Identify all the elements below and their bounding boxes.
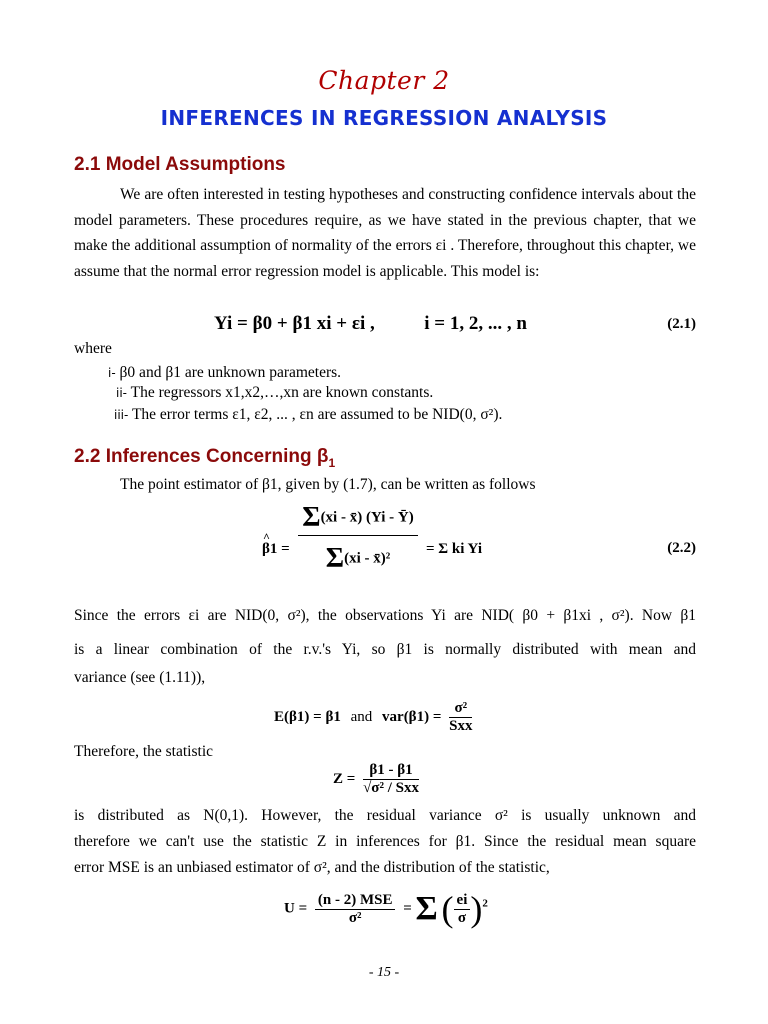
equation-2-2-rhs: = Σ ki Yi <box>426 541 483 557</box>
equation-2-2-numerator: Σ(xi - x̄) (Yi - Ȳ) <box>298 505 418 536</box>
assumption-text-3: The error terms ε1, ε2, ... , εn are assumed to be NID(0, σ²). <box>131 406 503 423</box>
paragraph-point-estimator: The point estimator of β1, given by (1.7), can be written as follows <box>120 476 536 493</box>
assumption-text-1: β0 and β1 are unknown parameters. <box>119 364 342 381</box>
equation-2-1-model: Yi = β0 + β1 xi + εi , <box>214 313 375 334</box>
section-2-2-subscript: 1 <box>328 455 336 470</box>
paragraph-errors-line-1: Since the errors εi are NID(0, σ²), the observations Yi are NID( β0 + β1xi , σ²). Now β1 <box>74 607 696 624</box>
equation-2-2-fraction <box>298 502 418 574</box>
equation-number-2-2: (2.2) <box>667 540 696 556</box>
equation-u-fraction: $\frac{\text{(n - 2) MSE}}{\text{σ²}}$ <box>315 892 396 927</box>
equation-2-2-lhs: ^ β1 = <box>262 541 290 558</box>
assumption-item-2 <box>116 384 433 402</box>
assumption-marker-3: iii- <box>114 408 129 422</box>
equation-and: and <box>350 708 373 725</box>
section-2-1-heading: 2.1 Model Assumptions <box>74 154 286 175</box>
paragraph-model-assumptions: We are often interested in testing hypotheses and constructing confidence intervals about the model parameters. These procedures require, as we have stated in the previous chapter, that we make the additional assumption of normality of the errors εi . Therefore, throughout this chapter, we assume that the normal error regression model is applicable. This model is: <box>74 186 696 280</box>
equation-number-2-1: (2.1) <box>667 316 696 332</box>
equation-mean: E(β1) = β1 <box>274 708 341 725</box>
where-label: where <box>74 340 112 357</box>
paragraph-distribution-line-1: is distributed as N(0,1). However, the residual variance σ² is usually unknown and <box>74 807 696 824</box>
equation-2-1-range: i = 1, 2, ... , n <box>424 313 527 334</box>
page-number: - 15 - <box>368 965 400 980</box>
chapter-heading: Chapter 2 <box>318 66 450 95</box>
equation-u-power: 2 <box>482 897 488 910</box>
equation-mean-variance <box>274 700 472 735</box>
equation-u-residual-fraction: $\frac{ei}{\sigma}$ <box>454 892 471 927</box>
assumption-item-1 <box>108 364 341 382</box>
assumption-marker-1: i- <box>108 366 116 380</box>
equation-z-fraction: $\frac{\beta 1 - \beta 1}{\text{√σ² / Sxx}}$ <box>363 762 419 796</box>
assumption-text-2: The regressors x1,x2,…,xn are known constants. <box>130 384 434 401</box>
equation-z-lhs: Z = <box>333 770 356 787</box>
equation-u: U = $\frac{\text{(n - 2) MSE}}{\text{σ²}}$ = Σ ( $\frac{ei}{\sigma}$ )$^2$ <box>284 889 488 929</box>
equation-variance-fraction: $\frac{\text{σ²}}{\text{Sxx}}$ <box>449 700 473 734</box>
sum-symbol: Σ <box>302 502 321 533</box>
equation-variance: var(β1) = <box>382 708 442 725</box>
therefore-line: Therefore, the statistic <box>74 743 214 760</box>
section-2-2-title: 2.2 Inferences Concerning β <box>74 446 329 467</box>
equation-z <box>333 762 419 797</box>
paragraph-distribution-line-3: error MSE is an unbiased estimator of σ², and the distribution of the statistic, <box>74 859 550 876</box>
sum-symbol: Σ <box>325 543 345 574</box>
equation-u-lhs: U = <box>284 900 308 917</box>
sum-symbol: Σ <box>415 890 438 927</box>
equation-2-2-denominator: Σ(xi - x̄)² <box>325 543 391 574</box>
assumption-marker-2: ii- <box>116 386 127 400</box>
equation-2-1 <box>214 313 527 335</box>
chapter-title: INFERENCES IN REGRESSION ANALYSIS <box>160 106 608 130</box>
assumption-item-3 <box>114 406 502 424</box>
section-2-2-heading <box>74 446 335 470</box>
paragraph-distribution-line-2: therefore we can't use the statistic Z in inferences for β1. Since the residual mean square <box>74 833 696 850</box>
paragraph-errors-line-3: variance (see (1.11)), <box>74 669 206 686</box>
paragraph-errors-line-2: is a linear combination of the r.v.'s Yi, so β1 is normally distributed with mean and <box>74 641 696 658</box>
